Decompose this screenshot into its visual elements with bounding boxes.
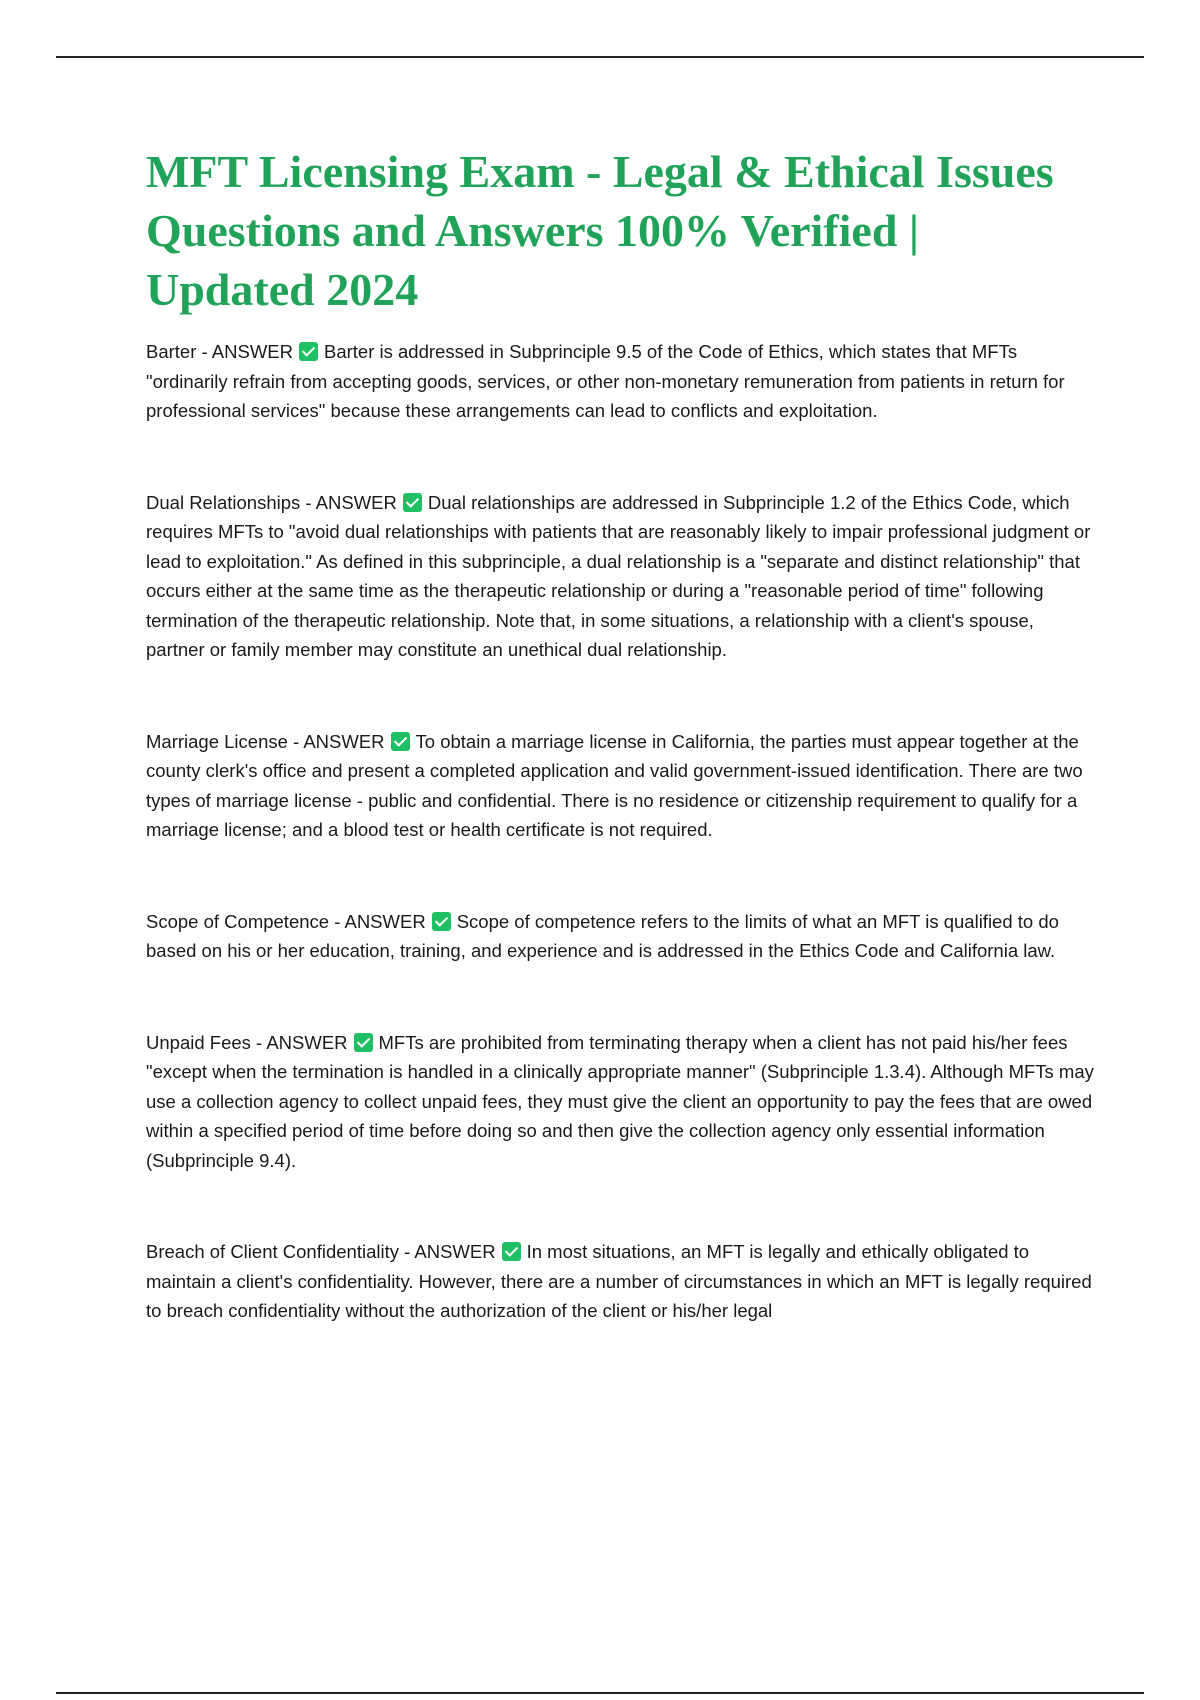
document-body [146, 142, 1096, 1326]
entry-answer: Dual relationships are addressed in Subprinciple 1.2 of the Ethics Code, which requires MFTs to "avoid dual relationships with patients that are reasonably likely to impair professional judgment or lead to exploitation." As defined in this subprinciple, a dual relationship is a "separate and distinct relationship" that occurs either at the same time as the therapeutic relationship or during a "reasonable period of time" following termination of the therapeutic relationship. Note that, in some situations, a relationship with a client's spouse, partner or family member may constitute an unethical dual relationship. [146, 491, 1091, 660]
entry-term: Breach of Client Confidentiality - ANSWER [146, 1241, 496, 1262]
qa-entry-breach-of-confidentiality [146, 1237, 1096, 1326]
entry-term: Barter - ANSWER [146, 341, 293, 362]
qa-entry-scope-of-competence [146, 907, 1096, 966]
entry-answer: MFTs are prohibited from terminating therapy when a client has not paid his/her fees "except when the termination is handled in a clinically appropriate manner" (Subprinciple 1.3.4). Although MFTs may use a collection agency to collect unpaid fees, they must give the client an opportunity to pay the fees that are owed within a specified period of time before doing so and then give the collection agency only essential information (Subprinciple 9.4). [146, 1031, 1094, 1171]
qa-list [146, 337, 1096, 1326]
qa-entry-dual-relationships [146, 488, 1096, 665]
check-square-icon [432, 912, 451, 931]
entry-answer: Scope of competence refers to the limits of what an MFT is qualified to do based on his or her education, training, and experience and is addressed in the Ethics Code and California law. [146, 910, 1059, 961]
qa-entry-unpaid-fees [146, 1028, 1096, 1176]
check-square-icon [502, 1242, 521, 1261]
bottom-divider [56, 1692, 1144, 1694]
entry-answer: Barter is addressed in Subprinciple 9.5 of the Code of Ethics, which states that MFTs "ordinarily refrain from accepting goods, services, or other non-monetary remuneration from patients in return for professional services" because these arrangements can lead to conflicts and exploitation. [146, 341, 1065, 421]
entry-answer: To obtain a marriage license in California, the parties must appear together at the county clerk's office and present a completed application and valid government-issued identification. There are two types of marriage license - public and confidential. There is no residence or citizenship requirement to qualify for a marriage license; and a blood test or health certificate is not required. [146, 730, 1083, 840]
check-square-icon [403, 493, 422, 512]
top-divider [56, 56, 1144, 58]
check-square-icon [354, 1033, 373, 1052]
check-square-icon [299, 342, 318, 361]
entry-term: Unpaid Fees - ANSWER [146, 1031, 348, 1053]
entry-term: Marriage License - ANSWER [146, 730, 385, 752]
document-title: MFT Licensing Exam - Legal & Ethical Issues Questions and Answers 100% Verified | Updated 2024 [146, 146, 1054, 315]
qa-entry-marriage-license [146, 727, 1096, 845]
entry-term: Dual Relationships - ANSWER [146, 491, 397, 513]
check-square-icon [391, 732, 410, 751]
entry-answer: In most situations, an MFT is legally and ethically obligated to maintain a client's confidentiality. However, there are a number of circumstances in which an MFT is legally required to breach confidentiality without the authorization of the client or his/her legal [146, 1241, 1092, 1321]
qa-entry-barter [146, 337, 1096, 426]
entry-term: Scope of Competence - ANSWER [146, 910, 426, 932]
